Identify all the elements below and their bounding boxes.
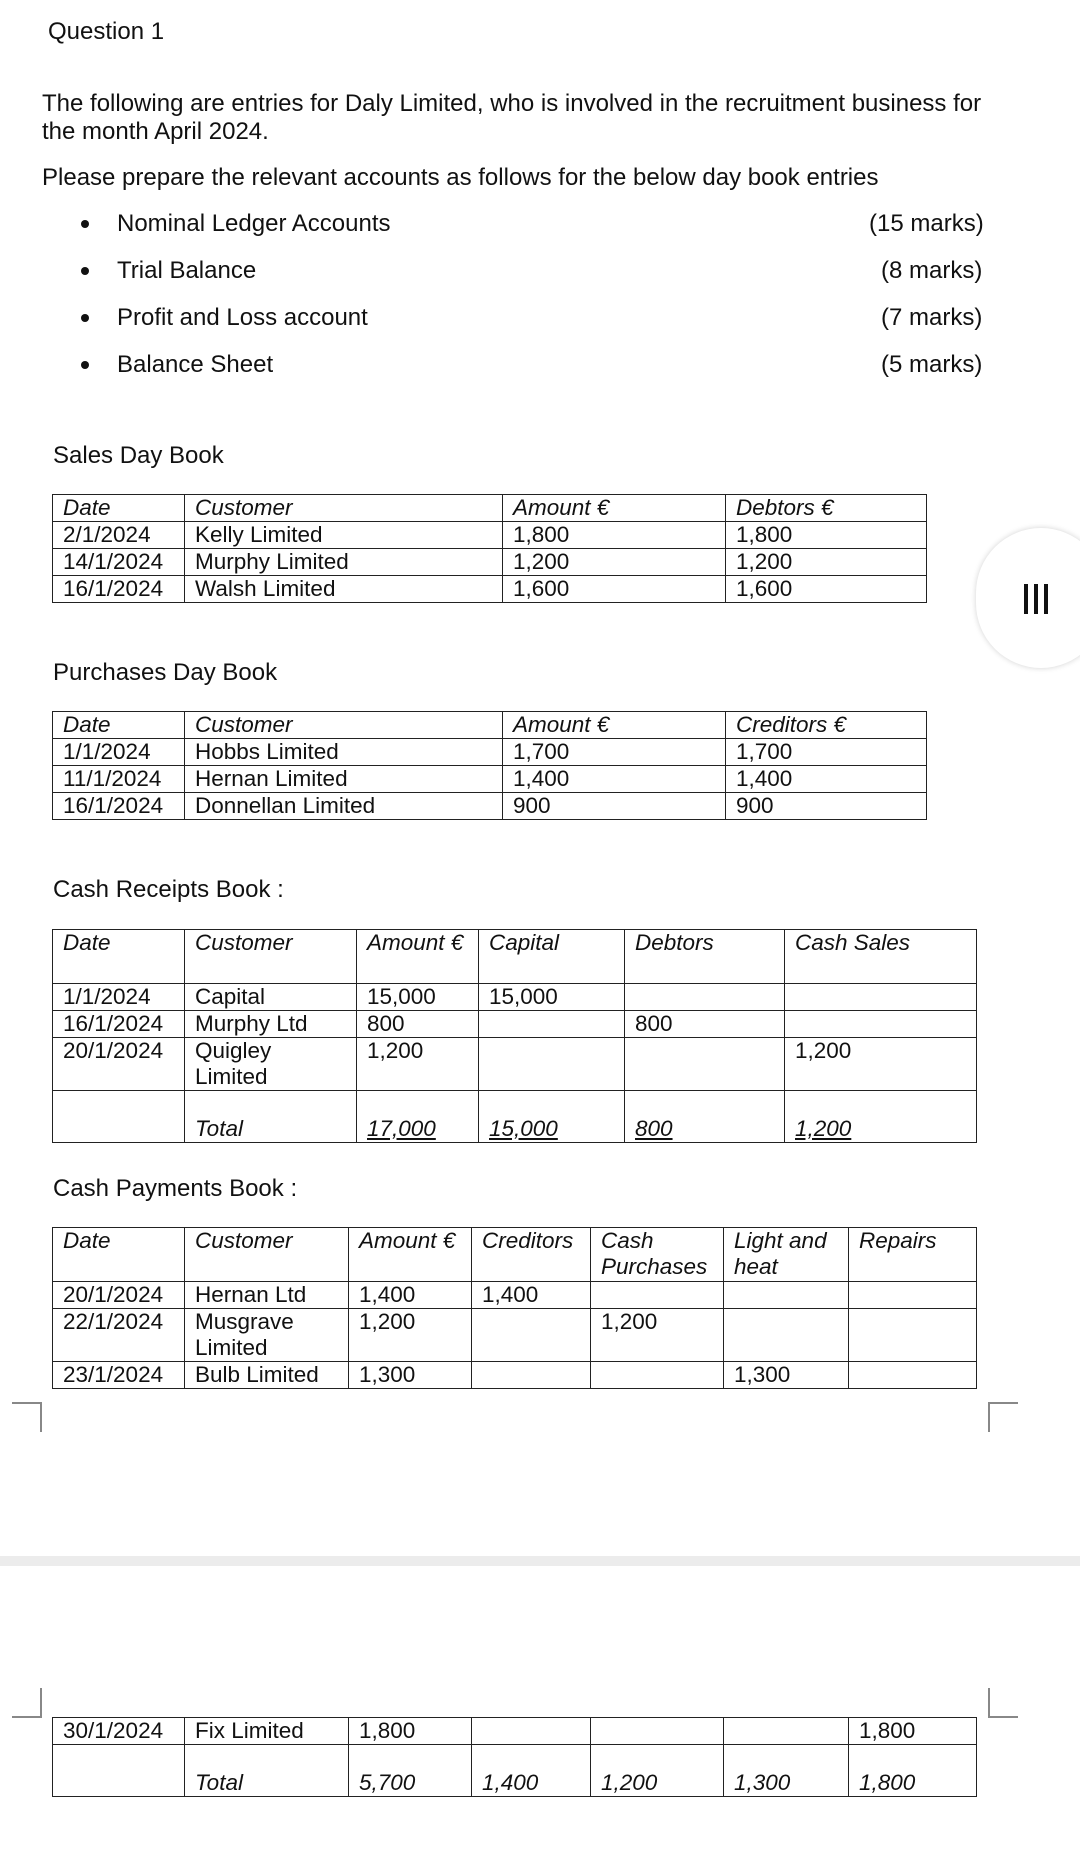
- menu-bars-icon: [1024, 584, 1054, 619]
- table-cell: Walsh Limited: [185, 576, 503, 603]
- table-cell: [479, 1011, 625, 1038]
- total-cell: 1,400: [472, 1745, 591, 1797]
- task-label: Trial Balance: [117, 257, 257, 284]
- table-cell: 1,700: [503, 739, 726, 766]
- table-cell: 1,200: [785, 1038, 977, 1091]
- table-cell: Quigley Limited: [185, 1038, 357, 1091]
- table-cell: 15,000: [479, 984, 625, 1011]
- bullet-icon: [81, 314, 89, 322]
- table-cell: 1,200: [349, 1309, 472, 1362]
- table-header: Creditors: [472, 1228, 591, 1282]
- table-row: [53, 1282, 977, 1309]
- total-cell: 1,300: [724, 1745, 849, 1797]
- crop-mark: [12, 1688, 42, 1718]
- table-cell: [591, 1718, 724, 1745]
- bullet-icon: [81, 220, 89, 228]
- table-header: Light and heat: [724, 1228, 849, 1282]
- table-cell: 23/1/2024: [53, 1362, 185, 1389]
- table-cell: 11/1/2024: [53, 766, 185, 793]
- total-cell: 1,200: [591, 1745, 724, 1797]
- table-cell: Fix Limited: [185, 1718, 349, 1745]
- table-cell: Musgrave Limited: [185, 1309, 349, 1362]
- table-row: [53, 984, 977, 1011]
- cash-payments-book-table: [52, 1227, 977, 1389]
- table-header: Debtors €: [726, 495, 927, 522]
- table-header: Repairs: [849, 1228, 977, 1282]
- table-cell: 1,700: [726, 739, 927, 766]
- bullet-icon: [81, 361, 89, 369]
- table-header: Amount €: [349, 1228, 472, 1282]
- table-row: [53, 766, 927, 793]
- task-marks: (5 marks): [881, 351, 983, 378]
- table-cell: 16/1/2024: [53, 1011, 185, 1038]
- table-cell: [53, 1745, 185, 1797]
- table-cell: 800: [357, 1011, 479, 1038]
- table-cell: Murphy Limited: [185, 549, 503, 576]
- cash-payments-book-title: Cash Payments Book :: [53, 1175, 298, 1202]
- task-marks: (7 marks): [881, 304, 983, 331]
- table-cell: 20/1/2024: [53, 1038, 185, 1091]
- table-cell: 1/1/2024: [53, 739, 185, 766]
- table-cell: [724, 1309, 849, 1362]
- table-cell: 900: [726, 793, 927, 820]
- table-cell: [785, 1011, 977, 1038]
- question-title: Question 1: [48, 18, 165, 45]
- task-marks: (15 marks): [869, 210, 984, 237]
- table-row: [53, 1718, 977, 1745]
- table-cell: 20/1/2024: [53, 1282, 185, 1309]
- instruction-text: Please prepare the relevant accounts as follows for the below day book entries: [42, 164, 879, 191]
- table-cell: 16/1/2024: [53, 793, 185, 820]
- table-cell: 1,800: [349, 1718, 472, 1745]
- table-cell: Hernan Limited: [185, 766, 503, 793]
- table-header: Amount €: [503, 495, 726, 522]
- table-cell: 2/1/2024: [53, 522, 185, 549]
- table-cell: [591, 1362, 724, 1389]
- table-header: Date: [53, 495, 185, 522]
- total-cell: 17,000: [357, 1091, 479, 1143]
- table-row: [53, 522, 927, 549]
- sales-day-book-table: [52, 494, 927, 603]
- task-label: Profit and Loss account: [117, 304, 368, 331]
- table-cell: 1,300: [349, 1362, 472, 1389]
- total-row: [53, 1745, 977, 1797]
- table-cell: [625, 1038, 785, 1091]
- table-cell: [591, 1282, 724, 1309]
- table-cell: [625, 984, 785, 1011]
- table-cell: 1,800: [503, 522, 726, 549]
- table-cell: 22/1/2024: [53, 1309, 185, 1362]
- table-header: Creditors €: [726, 712, 927, 739]
- table-cell: 900: [503, 793, 726, 820]
- table-header: Date: [53, 712, 185, 739]
- task-label: Nominal Ledger Accounts: [117, 210, 391, 237]
- task-marks: (8 marks): [881, 257, 983, 284]
- purchases-day-book-table: [52, 711, 927, 820]
- table-cell: [479, 1038, 625, 1091]
- table-header: Cash Sales: [785, 930, 977, 984]
- table-header: Date: [53, 930, 185, 984]
- table-cell: 1,200: [726, 549, 927, 576]
- side-menu-button[interactable]: [976, 528, 1080, 668]
- table-cell: [472, 1309, 591, 1362]
- table-cell: Bulb Limited: [185, 1362, 349, 1389]
- table-cell: Donnellan Limited: [185, 793, 503, 820]
- table-header: Date: [53, 1228, 185, 1282]
- table-header: Customer: [185, 930, 357, 984]
- total-cell: 1,200: [785, 1091, 977, 1143]
- table-cell: [849, 1282, 977, 1309]
- total-label: Total: [185, 1745, 349, 1797]
- crop-mark: [988, 1402, 1018, 1432]
- table-row: [53, 576, 927, 603]
- cash-receipts-book-table: [52, 929, 977, 1143]
- table-cell: 14/1/2024: [53, 549, 185, 576]
- table-cell: 1,300: [724, 1362, 849, 1389]
- table-header: Customer: [185, 712, 503, 739]
- total-label: Total: [185, 1091, 357, 1143]
- crop-mark: [988, 1688, 1018, 1718]
- table-cell: 1,400: [726, 766, 927, 793]
- table-cell: [472, 1718, 591, 1745]
- table-cell: 1,600: [726, 576, 927, 603]
- table-row: [53, 1011, 977, 1038]
- table-cell: [724, 1282, 849, 1309]
- table-cell: 1,400: [472, 1282, 591, 1309]
- table-row: [53, 1309, 977, 1362]
- intro-line-2: the month April 2024.: [42, 118, 269, 145]
- task-label: Balance Sheet: [117, 351, 274, 378]
- table-cell: 1/1/2024: [53, 984, 185, 1011]
- table-cell: 1,200: [357, 1038, 479, 1091]
- total-row: [53, 1091, 977, 1143]
- table-row: [53, 1362, 977, 1389]
- table-header: Amount €: [503, 712, 726, 739]
- table-cell: Capital: [185, 984, 357, 1011]
- table-cell: 1,800: [726, 522, 927, 549]
- cash-payments-continued-table: [52, 1717, 977, 1797]
- table-cell: [53, 1091, 185, 1143]
- table-cell: Hernan Ltd: [185, 1282, 349, 1309]
- table-header: Customer: [185, 495, 503, 522]
- purchases-day-book-title: Purchases Day Book: [53, 659, 278, 686]
- table-cell: Kelly Limited: [185, 522, 503, 549]
- table-cell: 1,200: [503, 549, 726, 576]
- table-cell: [724, 1718, 849, 1745]
- table-header: Amount €: [357, 930, 479, 984]
- sales-day-book-title: Sales Day Book: [53, 442, 224, 469]
- table-cell: 30/1/2024: [53, 1718, 185, 1745]
- total-cell: 1,800: [849, 1745, 977, 1797]
- table-row: [53, 1038, 977, 1091]
- table-cell: 800: [625, 1011, 785, 1038]
- table-header: Cash Purchases: [591, 1228, 724, 1282]
- table-row: [53, 739, 927, 766]
- cash-receipts-book-title: Cash Receipts Book :: [53, 876, 284, 903]
- total-cell: 5,700: [349, 1745, 472, 1797]
- table-header: Capital: [479, 930, 625, 984]
- intro-line-1: The following are entries for Daly Limited, who is involved in the recruitment business for: [42, 90, 982, 117]
- page-break: [0, 1556, 1080, 1566]
- table-cell: [472, 1362, 591, 1389]
- table-cell: Hobbs Limited: [185, 739, 503, 766]
- bullet-icon: [81, 267, 89, 275]
- table-cell: 1,600: [503, 576, 726, 603]
- table-cell: 1,200: [591, 1309, 724, 1362]
- total-cell: 15,000: [479, 1091, 625, 1143]
- table-cell: 1,800: [849, 1718, 977, 1745]
- table-cell: Murphy Ltd: [185, 1011, 357, 1038]
- table-header: Debtors: [625, 930, 785, 984]
- table-cell: 15,000: [357, 984, 479, 1011]
- table-header: Customer: [185, 1228, 349, 1282]
- table-cell: 16/1/2024: [53, 576, 185, 603]
- table-cell: 1,400: [349, 1282, 472, 1309]
- table-row: [53, 793, 927, 820]
- total-cell: 800: [625, 1091, 785, 1143]
- table-cell: [849, 1362, 977, 1389]
- table-row: [53, 549, 927, 576]
- table-cell: [849, 1309, 977, 1362]
- table-cell: 1,400: [503, 766, 726, 793]
- crop-mark: [12, 1402, 42, 1432]
- table-cell: [785, 984, 977, 1011]
